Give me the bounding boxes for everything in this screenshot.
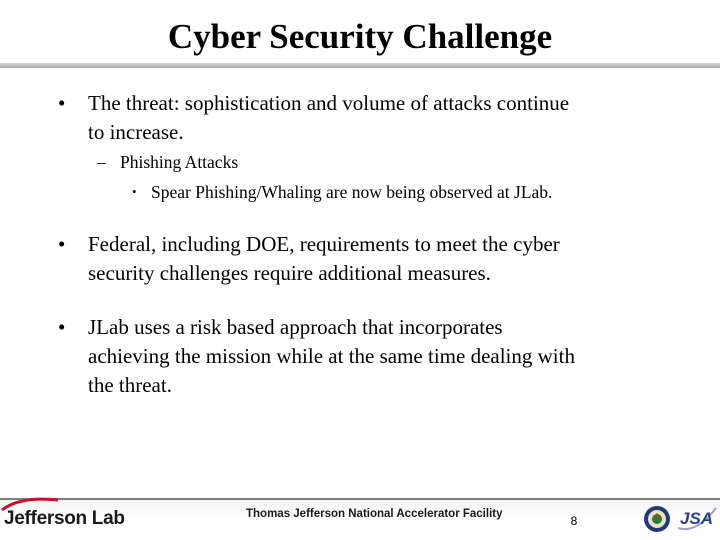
bullet-text: [88, 230, 658, 288]
jsa-logo-icon: [676, 504, 718, 534]
jefferson-lab-logo: Jefferson Lab: [4, 508, 125, 529]
facility-name: Thomas Jefferson National Accelerator Facility: [246, 508, 503, 520]
bullet-text: [88, 313, 658, 400]
doe-seal-icon: [643, 505, 671, 533]
bullet-line: to increase.: [88, 120, 184, 144]
page-number: 8: [570, 514, 578, 528]
bullet-line: the threat.: [88, 373, 172, 397]
bullet-line: achieving the mission while at the same time dealing with: [88, 344, 575, 368]
bullet-line: JLab uses a risk based approach that incorporates: [88, 315, 503, 339]
bullet-line: security challenges require additional measures.: [88, 261, 491, 285]
bullet-marker: •: [58, 232, 66, 256]
bullet-line: Federal, including DOE, requirements to meet the cyber: [88, 232, 560, 256]
slide-title: Cyber Security Challenge: [167, 17, 553, 56]
bullet-marker: •: [132, 184, 137, 199]
slide-footer: [0, 490, 720, 540]
bullet-text: [88, 89, 658, 147]
sub-item-text: Phishing Attacks: [120, 152, 239, 172]
sub-sub-item-text: Spear Phishing/Whaling are now being observed at JLab.: [151, 182, 553, 202]
jsa-logo-text: JSA: [680, 509, 714, 528]
bullet-marker: •: [58, 315, 66, 339]
bullet-line: The threat: sophistication and volume of attacks continue: [88, 91, 570, 115]
bullet-marker: •: [58, 91, 66, 115]
dash-marker: –: [97, 152, 106, 172]
